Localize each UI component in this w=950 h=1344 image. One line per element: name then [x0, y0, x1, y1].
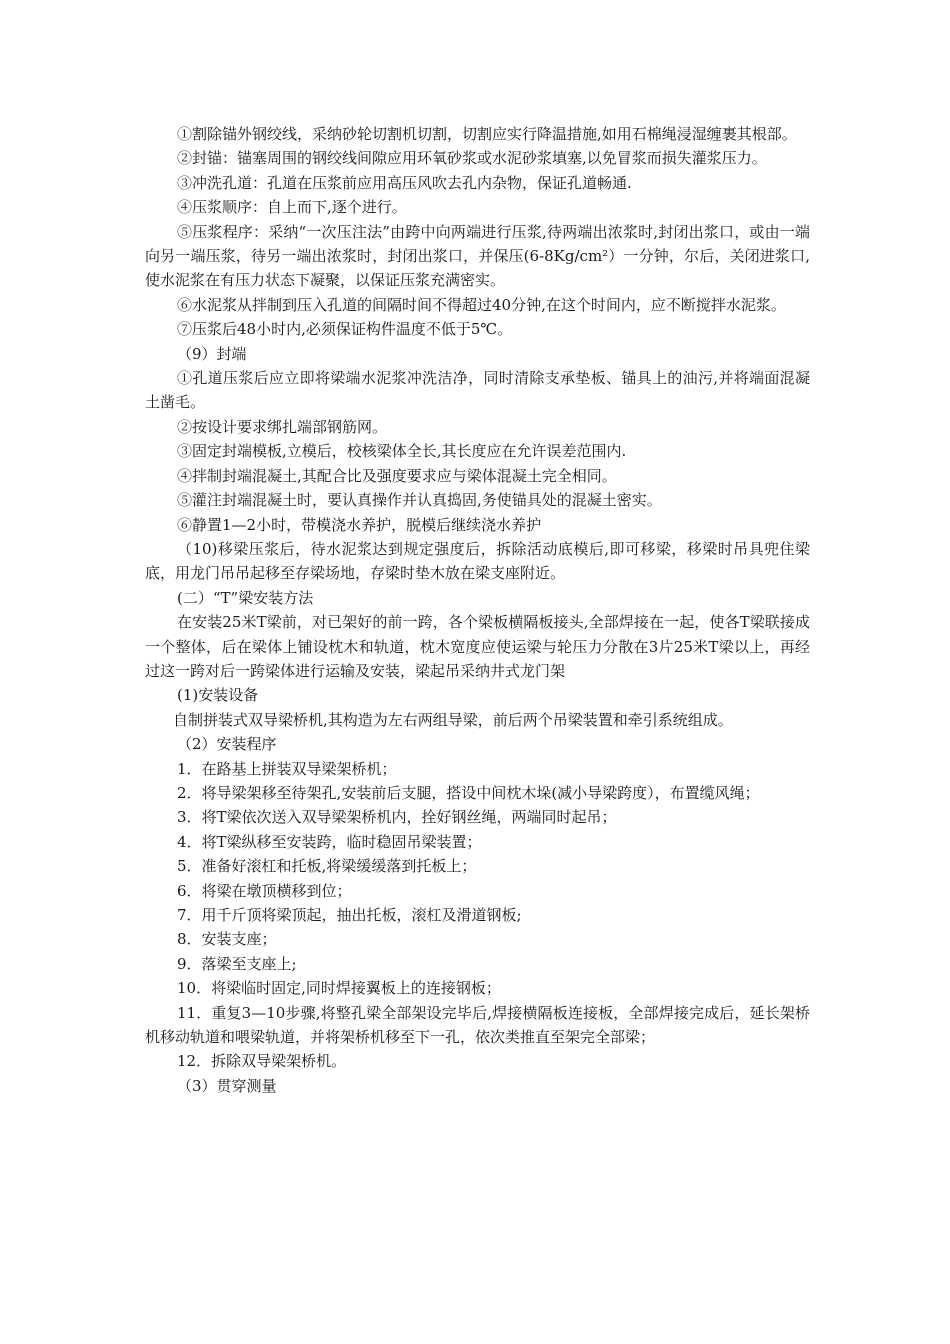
- paragraph: ③冲洗孔道：孔道在压浆前应用高压风吹去孔内杂物，保证孔道畅通.: [177, 173, 632, 192]
- list-item: 1．在路基上拼装双导梁架桥机；: [177, 759, 397, 778]
- paragraph: ②按设计要求绑扎端部钢筋网。: [177, 417, 388, 436]
- list-item: 3．将T梁依次送入双导梁架桥机内，拴好钢丝绳，两端同时起吊；: [177, 808, 617, 827]
- paragraph: ①孔道压浆后应立即将梁端水泥浆冲洗洁净，同时清除支承垫板、锚具上的油污,并将端面混凝土凿毛。: [145, 369, 810, 412]
- list-item: 9．落梁至支座上;: [177, 954, 297, 973]
- list-item: 12．拆除双导梁架桥机。: [177, 1052, 347, 1071]
- list-item: 7．用千斤顶将梁顶起，抽出托板，滚杠及滑道钢板;: [177, 906, 522, 924]
- section-heading: (二）“T”梁安装方法: [177, 588, 314, 607]
- paragraph: ③固定封端模板,立模后，校核梁体全长,其长度应在允许误差范围内.: [177, 442, 627, 461]
- list-item: 11．重复3—10步骤,将整孔梁全部架设完毕后,焊接横隔板连接板，全部焊接完成后，延长架桥机移动轨道和喂梁轨道，并将架桥机移至下一孔，依次类推直至架完全部梁；: [145, 1003, 810, 1047]
- paragraph: ②封锚：锚塞周围的钢绞线间隙应用环氧砂浆或水泥砂浆填塞,以免冒浆而损失灌浆压力。: [177, 149, 767, 168]
- document-body: [145, 122, 810, 1098]
- list-item: 4．将T梁纵移至安装跨，临时稳固吊梁装置；: [177, 832, 482, 851]
- paragraph: ⑤灌注封端混凝土时，要认真操作并认真捣固,务使锚具处的混凝土密实。: [177, 491, 662, 510]
- paragraph: ④压浆顺序：自上而下,逐个进行。: [177, 198, 407, 217]
- list-item: 6．将梁在墩顶横移到位；: [177, 881, 352, 900]
- paragraph: 自制拼装式双导梁桥机,其构造为左右两组导梁，前后两个吊梁装置和牵引系统组成。: [173, 710, 733, 729]
- paragraph: ①割除锚外钢绞线，采纳砂轮切割机切割，切割应实行降温措施,如用石棉绳浸湿缠裹其根部。: [177, 125, 797, 143]
- paragraph: ④拌制封端混凝土,其配合比及强度要求应与梁体混凝土完全相同。: [177, 466, 617, 485]
- paragraph: 在安装25米T梁前，对已架好的前一跨，各个梁板横隔板接头,全部焊接在一起，使各T梁联接成一个整体，后在梁体上铺设枕木和轨道，枕木宽度应使运梁与轮压力分散在3片25米T梁以上，再经过这一跨对后一跨梁体进行运输及安装，梁起吊采纳井式龙门架: [145, 613, 810, 680]
- section-heading: （3）贯穿测量: [177, 1076, 277, 1095]
- section-heading: （2）安装程序: [177, 735, 277, 754]
- paragraph: （10)移梁压浆后，待水泥浆达到规定强度后，拆除活动底模后,即可移梁，移梁时吊具兜住梁底，用龙门吊吊起移至存梁场地，存梁时垫木放在梁支座附近。: [145, 539, 810, 583]
- list-item: 8．安装支座；: [177, 930, 277, 949]
- list-item: 5．准备好滚杠和托板,将梁缓缓落到托板上；: [177, 857, 477, 876]
- paragraph: ⑥静置1—2小时，带模浇水养护，脱模后继续浇水养护: [177, 515, 542, 534]
- list-item: 2．将导梁架移至待架孔,安装前后支腿，搭设中间枕木垛(减小导梁跨度），布置缆风绳；: [177, 783, 760, 802]
- paragraph: ⑦压浆后48小时内,必须保证构件温度不低于5℃。: [177, 320, 513, 339]
- list-item: 10．将梁临时固定,同时焊接翼板上的连接钢板；: [177, 979, 501, 998]
- paragraph: ⑥水泥浆从拌制到压入孔道的间隔时间不得超过40分钟,在这个时间内，应不断搅拌水泥浆。: [177, 295, 786, 314]
- section-heading: （9）封端: [177, 344, 247, 363]
- section-heading: (1)安装设备: [177, 686, 259, 705]
- paragraph: ⑤压浆程序：采纳“一次压注法”由跨中向两端进行压浆,待两端出浓浆时,封闭出浆口，或由一端向另一端压浆，待另一端出浓浆时，封闭出浆口，并保压(6-8Kg/cm²）一分钟，尔后，关闭进浆口,使水泥浆在有压力状态下凝聚，以保证压浆充满密实。: [145, 222, 810, 290]
